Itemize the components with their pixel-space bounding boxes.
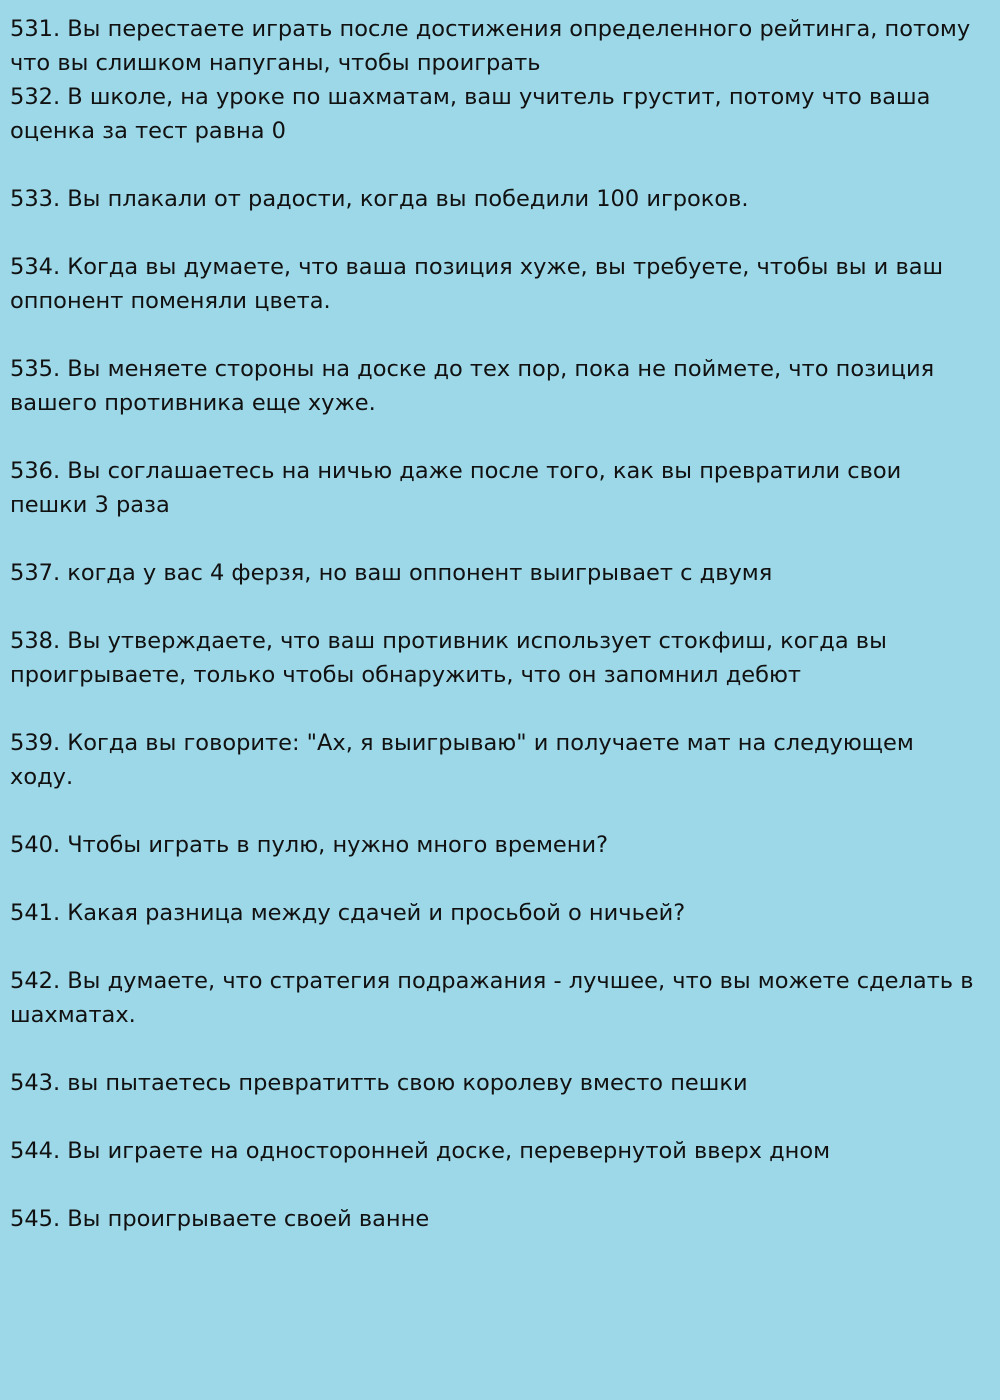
list-item-536: 536. Вы соглашаетесь на ничью даже после того, как вы превратили свои пешки 3 раза — [10, 458, 902, 518]
list-item-534: 534. Когда вы думаете, что ваша позиция хуже, вы требуете, чтобы вы и ваш оппонент поменяли цвета. — [10, 254, 944, 314]
list-item-537: 537. когда у вас 4 ферзя, но ваш оппонент выигрывает с двумя — [10, 560, 773, 586]
list-item-535: 535. Вы меняете стороны на доске до тех пор, пока не поймете, что позиция вашего противника еще хуже. — [10, 356, 935, 416]
list-item-545: 545. Вы проигрываете своей ванне — [10, 1206, 430, 1232]
list-item-543: 543. вы пытаетесь превратитть свою королеву вместо пешки — [10, 1070, 748, 1096]
list-item-532: 532. В школе, на уроке по шахматам, ваш учитель грустит, потому что ваша оценка за тест равна 0 — [10, 84, 931, 144]
list-item-538: 538. Вы утверждаете, что ваш противник использует стокфиш, когда вы проигрываете, только чтобы обнаружить, что он запомнил дебют — [10, 628, 887, 688]
list-item-542: 542. Вы думаете, что стратегия подражания - лучшее, что вы можете сделать в шахматах. — [10, 968, 974, 1028]
list-item-533: 533. Вы плакали от радости, когда вы победили 100 игроков. — [10, 186, 749, 212]
list-item-540: 540. Чтобы играть в пулю, нужно много времени? — [10, 832, 609, 858]
list-item-544: 544. Вы играете на односторонней доске, перевернутой вверх дном — [10, 1138, 831, 1164]
list-item-531: 531. Вы перестаете играть после достижения определенного рейтинга, потому что вы слишком напуганы, чтобы проиграть — [10, 16, 971, 76]
list-item-539: 539. Когда вы говорите: "Ах, я выигрываю" и получаете мат на следующем ходу. — [10, 730, 914, 790]
list-item-541: 541. Какая разница между сдачей и просьбой о ничьей? — [10, 900, 686, 926]
